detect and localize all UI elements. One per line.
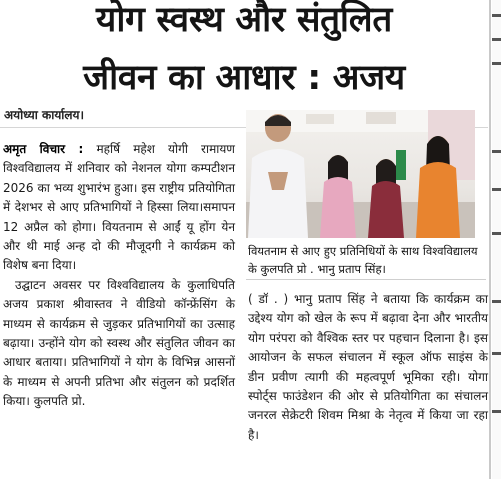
right-paragraph: ( डॉ . ) भानु प्रताप सिंह ने बताया कि कार्यक्रम का उद्देश्य योग को खेल के रूप में बढ़ावा देना और भारतीय योग परंपरा को वैश्विक स्तर पर पहचान दिलाना है। इस आयोजन के सफल संचालन में स्कूल ऑफ साइंस के डीन प्रवीण त्यागी की महत्वपूर्ण भूमिका रही। योगा स्पोर्ट्स फाउंडेशन की ओर से प्रतियोगिता का संचालन जनरल सेक्रेटरी शिवम मिश्रा के नेतृत्व में किया जा रहा है।	[248, 292, 488, 442]
column-rule	[489, 0, 491, 479]
caption-separator	[246, 279, 486, 280]
headline-line-1: योग स्वस्थ और संतुलित	[96, 0, 392, 40]
adjacent-article-edge	[492, 0, 501, 479]
lead-label: अमृत विचार :	[3, 142, 84, 156]
event-photo-illustration	[246, 110, 475, 238]
left-paragraph-1	[3, 140, 235, 276]
left-paragraph-1-text: महर्षि महेश योगी रामायण विश्वविद्यालय में शनिवार को नेशनल योगा कम्पटीशन 2026 का भव्य शुभारंभ हुआ। इस राष्ट्रीय प्रतियोगिता में देशभर से आए प्रतिभागियों ने हिस्सा लिया।समापन 12 अप्रैल को होगा। वियतनाम से आईं यू होंग येन और थी माई अन्ह दो की मौजूदगी ने कार्यक्रम को विशेष बना दिया।	[3, 142, 235, 273]
photo-caption: वियतनाम से आए हुए प्रतिनिधियों के साथ विश्वविद्यालय के कुलपति प्रो . भानु प्रताप सिंह।	[248, 244, 478, 276]
dateline: अयोध्या कार्यालय।	[4, 108, 85, 122]
right-column	[248, 290, 488, 445]
left-paragraph-2: उद्घाटन अवसर पर विश्वविद्यालय के कुलाधिपति अजय प्रकाश श्रीवास्तव ने वीडियो कॉन्फ्रेंसिंग के माध्यम से कार्यक्रम से जुड़कर प्रतिभागियों का उत्साह बढ़ाया। उन्होंने योग को स्वस्थ और संतुलित जीवन का आधार बताया। प्रतिभागियों ने योग के विभिन्न आसनों के माध्यम से अपनी प्रतिभा और संतुलन को प्रदर्शित किया। कुलपति प्रो.	[3, 277, 235, 409]
left-column	[3, 140, 235, 412]
event-photo	[246, 110, 475, 238]
headline-line-2: जीवन का आधार : अजय	[83, 58, 405, 98]
